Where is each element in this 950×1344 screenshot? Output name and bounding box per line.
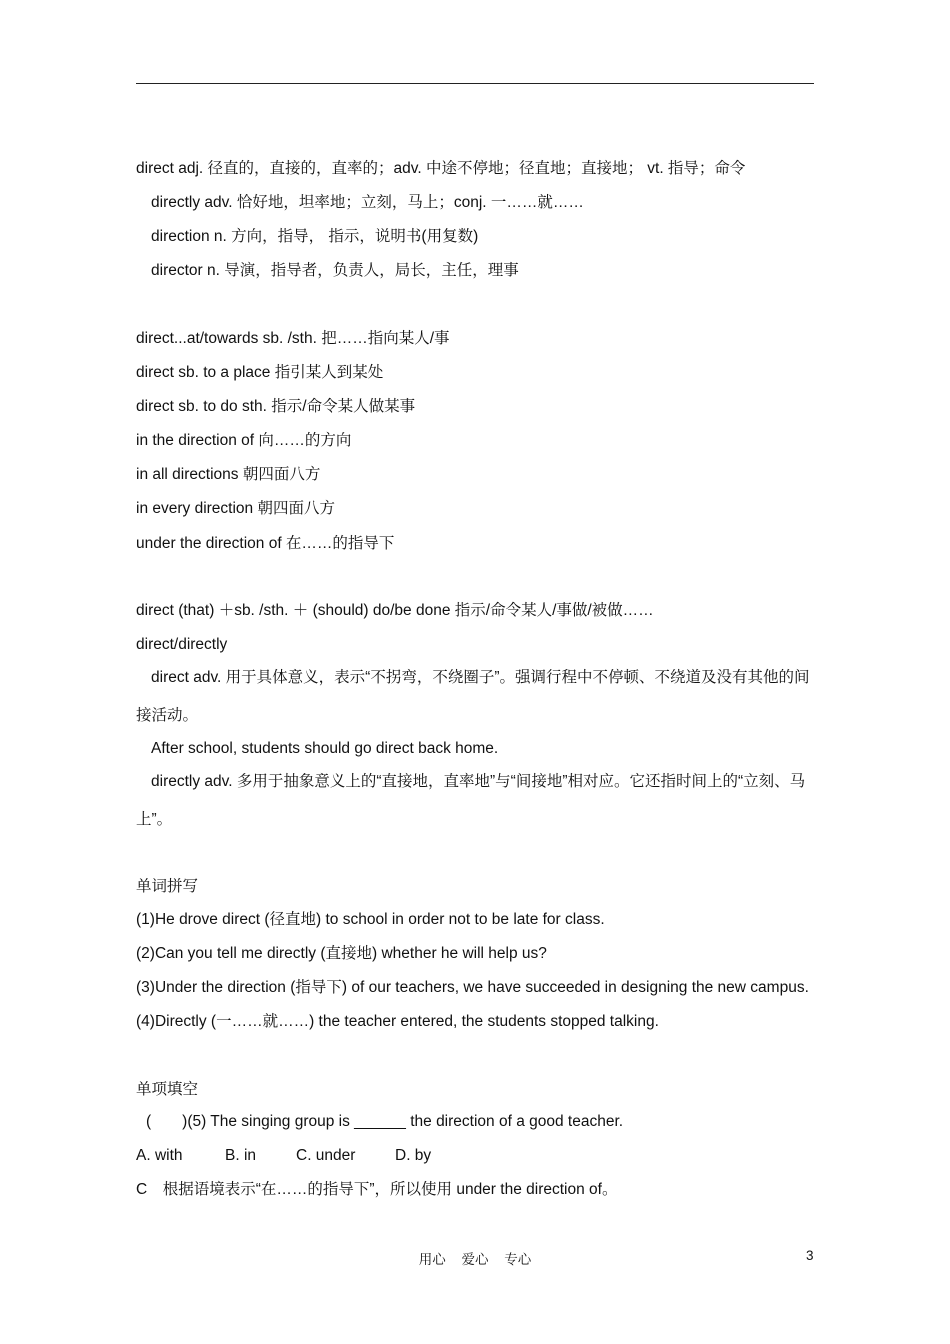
vocab-directly: directly adv. 恰好地，坦率地；立刻，马上；conj. 一……就…… xyxy=(151,194,584,211)
option-c: C. under xyxy=(296,1147,356,1164)
phrase-item: in every direction 朝四面八方 xyxy=(136,500,335,517)
spelling-item: (2)Can you tell me directly (直接地) whether he will help us? xyxy=(136,945,547,962)
spelling-item: (3)Under the direction (指导下) of our teachers, we have succeeded in designing the new campus. xyxy=(136,979,809,996)
usage-directly-note: directly adv. 多用于抽象意义上的“直接地，直率地”与“间接地”相对应。它还指时间上的“立刻、马上”。 xyxy=(136,773,806,828)
usage-direct-note: direct adv. 用于具体意义，表示“不拐弯，不绕圈子”。强调行程中不停顿、不绕道及没有其他的间接活动。 xyxy=(136,669,810,724)
vocab-direct: direct adj. 径直的，直接的，直率的；adv. 中途不停地；径直地；直接地； vt. 指导；命令 xyxy=(136,160,746,177)
option-a: A. with xyxy=(136,1147,183,1164)
choice-question: ( )(5) The singing group is ______ the direction of a good teacher. xyxy=(146,1113,624,1130)
usage-example: After school, students should go direct back home. xyxy=(151,740,499,757)
phrase-item: direct sb. to do sth. 指示/命令某人做某事 xyxy=(136,398,416,415)
phrase-item: direct...at/towards sb. /sth. 把……指向某人/事 xyxy=(136,330,450,347)
spelling-title: 单词拼写 xyxy=(136,878,199,895)
choice-options xyxy=(136,1146,431,1166)
header-rule xyxy=(136,83,814,84)
choice-answer: C 根据语境表示“在……的指导下”，所以使用 under the direction of。 xyxy=(136,1181,618,1198)
option-b: B. in xyxy=(225,1147,257,1164)
usage-heading: direct/directly xyxy=(136,636,228,653)
vocab-director: director n. 导演，指导者，负责人，局长，主任，理事 xyxy=(151,262,519,279)
page-number: 3 xyxy=(806,1248,814,1263)
usage-pattern: direct (that) ＋sb. /sth. ＋ (should) do/be done 指示/命令某人/事做/被做…… xyxy=(136,602,654,619)
spelling-item: (1)He drove direct (径直地) to school in order not to be late for class. xyxy=(136,911,605,928)
vocab-direction: direction n. 方向，指导， 指示，说明书(用复数) xyxy=(151,228,479,245)
choice-title: 单项填空 xyxy=(136,1081,199,1098)
phrase-item: in the direction of 向……的方向 xyxy=(136,432,352,449)
spelling-item: (4)Directly (一……就……) the teacher entered, the students stopped talking. xyxy=(136,1013,659,1030)
footer-motto: 用心 爱心 专心 xyxy=(418,1252,532,1267)
phrase-item: direct sb. to a place 指引某人到某处 xyxy=(136,364,384,381)
phrase-item: under the direction of 在……的指导下 xyxy=(136,535,395,552)
option-d: D. by xyxy=(395,1147,432,1164)
phrase-item: in all directions 朝四面八方 xyxy=(136,466,321,483)
